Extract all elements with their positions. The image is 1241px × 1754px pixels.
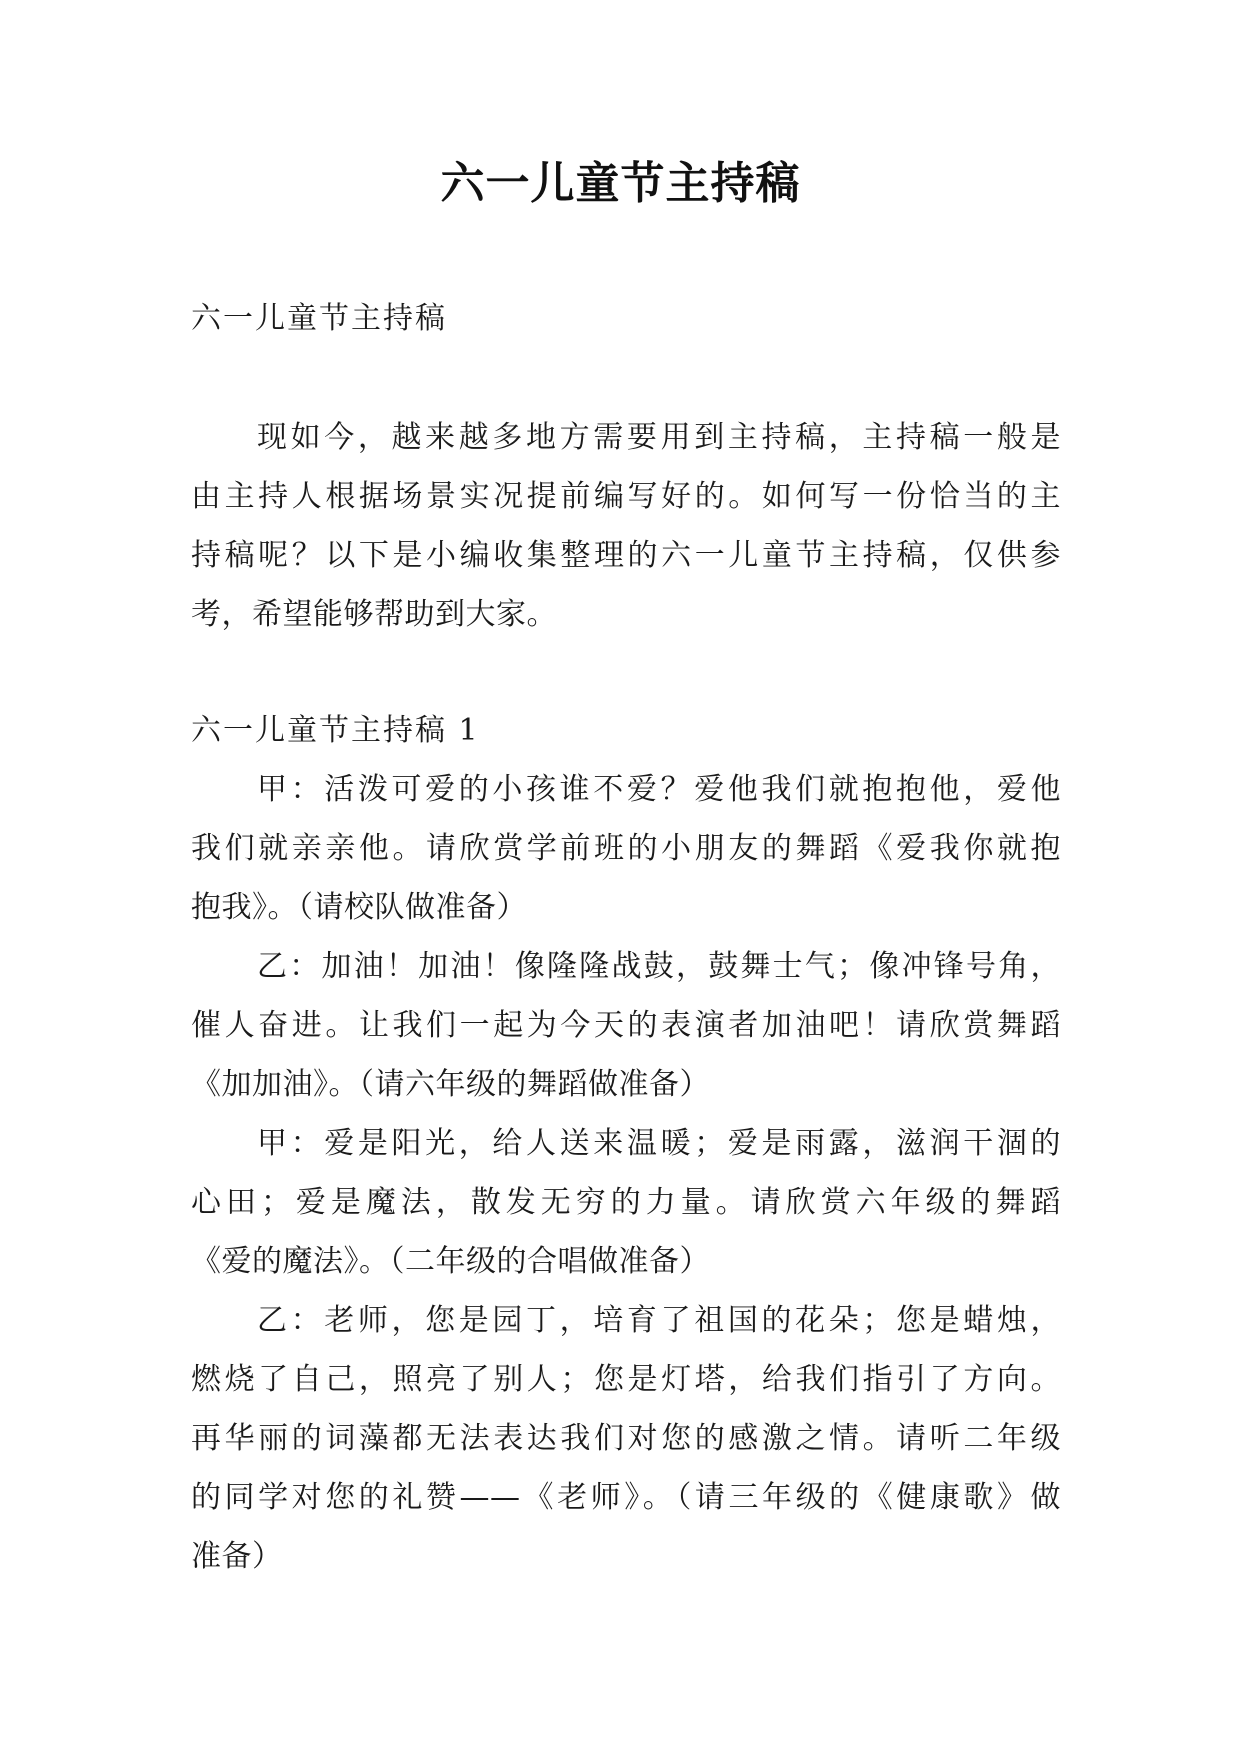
document-body [191,289,1061,1586]
paragraph-line: 心田；爱是魔法，散发无穷的力量。请欣赏六年级的舞蹈 [191,1185,1061,1220]
paragraph-line: 的同学对您的礼赞——《老师》。（请三年级的《健康歌》做 [191,1480,1061,1515]
paragraph-line: 乙：老师，您是园丁，培育了祖国的花朵；您是蜡烛， [257,1303,1061,1338]
document-subtitle: 六一儿童节主持稿 [191,301,447,336]
paragraph-line: 乙：加油！加油！像隆隆战鼓，鼓舞士气；像冲锋号角， [257,949,1061,984]
paragraph-line: 抱我》。（请校队做准备） [191,890,527,925]
paragraph-line: 准备） [191,1539,283,1574]
paragraph-line: 考，希望能够帮助到大家。 [191,597,557,632]
paragraph-line: 我们就亲亲他。请欣赏学前班的小朋友的舞蹈《爱我你就抱 [191,831,1061,866]
paragraph-line: 持稿呢？以下是小编收集整理的六一儿童节主持稿，仅供参 [191,538,1061,573]
paragraph-line: 《爱的魔法》。（二年级的合唱做准备） [191,1244,710,1279]
paragraph-line: 燃烧了自己，照亮了别人；您是灯塔，给我们指引了方向。 [191,1362,1061,1397]
dialogue-paragraph [191,1114,1061,1291]
paragraph-line: 甲：活泼可爱的小孩谁不爱？爱他我们就抱抱他，爱他 [257,772,1061,807]
paragraph-line: 甲：爱是阳光，给人送来温暖；爱是雨露，滋润干涸的 [257,1126,1061,1161]
paragraph-line: 现如今，越来越多地方需要用到主持稿，主持稿一般是 [257,420,1061,455]
spacer [191,348,1061,408]
section-heading: 六一儿童节主持稿 1 [191,713,480,748]
paragraph-line: 再华丽的词藻都无法表达我们对您的感激之情。请听二年级 [191,1421,1061,1456]
paragraph-line: 《加加油》。（请六年级的舞蹈做准备） [191,1067,710,1102]
dialogue-paragraph [191,1291,1061,1586]
dialogue-paragraph [191,937,1061,1114]
paragraph-line: 催人奋进。让我们一起为今天的表演者加油吧！请欣赏舞蹈 [191,1008,1061,1043]
document-title: 六一儿童节主持稿 [440,158,801,209]
intro-paragraph [191,408,1061,644]
paragraph-line: 由主持人根据场景实况提前编写好的。如何写一份恰当的主 [191,479,1061,514]
dialogue-paragraph [191,760,1061,937]
spacer [191,644,1061,701]
